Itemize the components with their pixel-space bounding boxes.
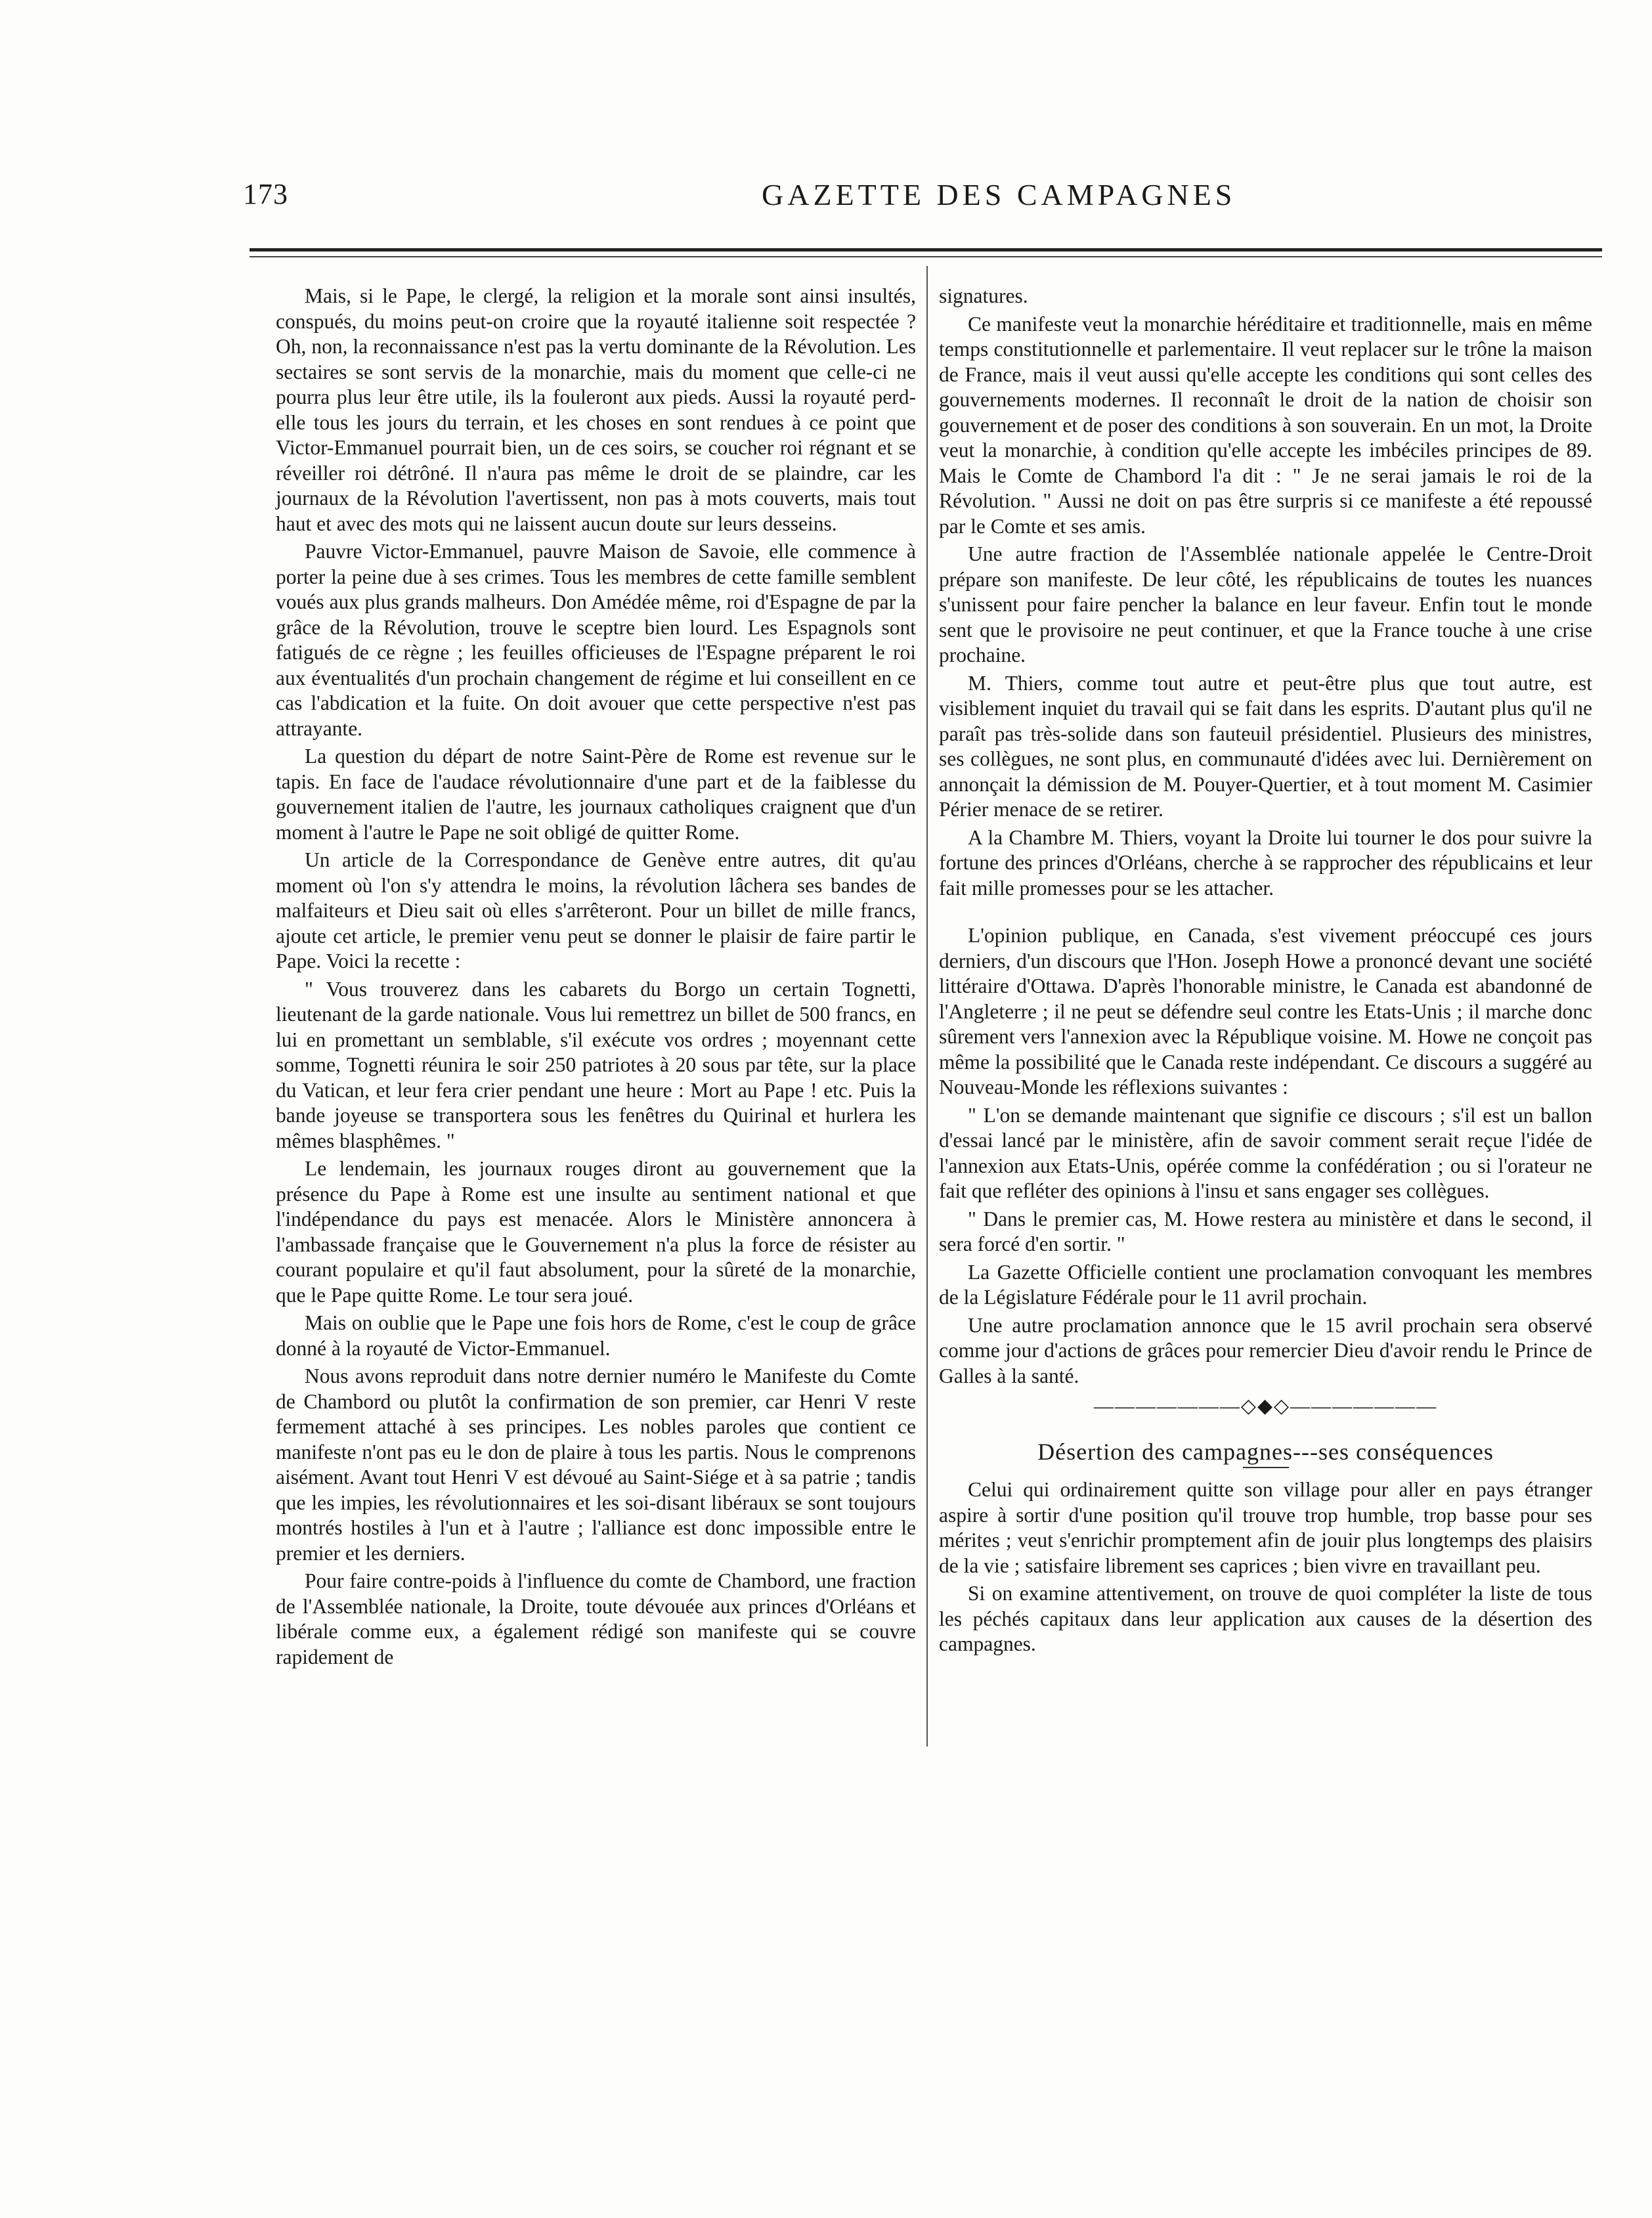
paragraph: La question du départ de notre Saint-Père de Rome est revenue sur le tapis. En face de l'audace révolutionnaire d'une part et de la faiblesse du gouvernement italien de l'autre, les journaux catholiques craignent que d'un moment à l'autre le Pape ne soit obligé de quitter Rome. (276, 745, 916, 844)
header-rule-thick (250, 248, 1602, 251)
right-column (939, 284, 1592, 1660)
left-column (276, 284, 916, 1672)
paragraph: Une autre proclamation annonce que le 15 avril prochain sera observé comme jour d'actions de grâces pour remercier Dieu d'avoir rendu le Prince de Galles à la santé. (939, 1313, 1592, 1387)
paragraph: Un article de la Correspondance de Genève entre autres, dit qu'au moment où l'on s'y attendra le moins, la révolution lâchera ses bandes de malfaiteurs et Dieu sait où elles s'arrêteront. Pour un billet de mille francs, ajoute cet article, le premier venu peut se donner le plaisir de faire partir le Pape. Voici la recette : (276, 848, 916, 972)
section-title: Désertion des campagnes---ses conséquences (1037, 1438, 1494, 1465)
paragraph: Mais, si le Pape, le clergé, la religion et la morale sont ainsi insultés, conspués, du moins peut-on croire que la royauté italienne soit respectée ? Oh, non, la reconnaissance n'est pas la vertu dominante de la Révolution. Les sectaires se sont servis de la monarchie, mais du moment que celle-ci ne pourra plus leur être utile, ils la fouleront aux pieds. Aussi la royauté perd-elle tous les jours du terrain, et les choses en sont rendues à ce point que Victor-Emmanuel pourrait bien, un de ces soirs, se coucher roi régnant et se réveiller roi détrôné. Il n'aura pas même le droit de se plaindre, car les journaux de la Révolution l'avertissent, non pas à mots couverts, mais tout haut et avec des mots qui ne laissent aucun doute sur leurs desseins. (276, 284, 916, 535)
quoted-paragraph: " Dans le premier cas, M. Howe restera au ministère et dans le second, il sera forcé d'en sortir. " (939, 1207, 1592, 1255)
quoted-paragraph: " Vous trouverez dans les cabarets du Borgo un certain Tognetti, lieutenant de la garde nationale. Vous lui remettrez un billet de 500 francs, en lui en promettant un semblable, s'il exécute vos ordres ; moyennant cette somme, Tognetti réunira le soir 250 patriotes à 20 sous par tête, sur la place du Vatican, et leur fera crier pendant une heure : Mort au Pape ! etc. Puis la bande joyeuse se transportera sous les fenêtres du Quirinal et hurlera les mêmes blasphêmes. " (276, 977, 916, 1152)
paragraph: A la Chambre M. Thiers, voyant la Droite lui tourner le dos pour suivre la fortune des princes d'Orléans, cherche à se rapprocher des républicains et leur fait mille promesses pour se les attacher. (939, 825, 1592, 900)
column-divider (926, 266, 928, 1747)
paragraph: Ce manifeste veut la monarchie héréditaire et traditionnelle, mais en même temps constitutionnelle et parlementaire. Il veut replacer sur le trône la maison de France, mais il veut aussi qu'elle accepte les conditions qui sont celles des gouvernements modernes. Il reconnaît le droit de la nation de choisir son gouvernement et de poser des conditions à son souverain. En un mot, la Droite veut la monarchie, à condition qu'elle accepte les imbéciles principes de 89. Mais le Comte de Chambord l'a dit : " Je ne serai jamais le roi de la Révolution. " Aussi ne doit on pas être surpris si ce manifeste a été repoussé par le Comte et ses amis. (939, 312, 1592, 538)
section-underline (1243, 1467, 1289, 1468)
paragraph: Pour faire contre-poids à l'influence du comte de Chambord, une fraction de l'Assemblée nationale, la Droite, toute dévouée aux princes d'Orléans et libérale comme eux, a également rédigé son manifeste qui se couvre rapidement de (276, 1569, 916, 1668)
paragraph: signatures. (939, 284, 1028, 307)
paragraph: M. Thiers, comme tout autre et peut-être plus que tout autre, est visiblement inquiet du travail qui se fait dans les esprits. D'autant plus qu'il ne paraît pas très-solide dans son fauteuil présidentiel. Plusieurs des ministres, ses collègues, ne sont plus, en communauté d'idées avec lui. Dernièrement on annonçait la démission de M. Pouyer-Quertier, et à tout moment M. Casimier Périer menace de se retirer. (939, 671, 1592, 821)
header-rule-thin (250, 256, 1602, 257)
paragraph: Une autre fraction de l'Assemblée nationale appelée le Centre-Droit prépare son manifeste. De leur côté, les républicains de toutes les nuances s'unissent pour faire pencher la balance en leur faveur. Enfin tout le monde sent que le provisoire ne peut continuer, et que la France touche à une crise prochaine. (939, 542, 1592, 666)
paragraph: Mais on oublie que le Pape une fois hors de Rome, c'est le coup de grâce donné à la royauté de Victor-Emmanuel. (276, 1311, 916, 1360)
ornament-divider: ———————◇◆◇——————— (1093, 1395, 1438, 1417)
page-number: 173 (243, 178, 288, 210)
paragraph: Pauvre Victor-Emmanuel, pauvre Maison de Savoie, elle commence à porter la peine due à ses crimes. Tous les membres de cette famille semblent voués aux plus grands malheurs. Don Amédée même, roi d'Espagne de par la grâce de la Révolution, trouve le sceptre bien lourd. Les Espagnols sont fatigués de ce règne ; les feuilles officieuses de l'Espagne préparent le roi aux éventualités d'un prochain changement de régime et lui conseillent en ce cas l'abdication et la fuite. On doit avouer que cette perspective n'est pas attrayante. (276, 540, 916, 740)
running-title: GAZETTE DES CAMPAGNES (762, 178, 1236, 211)
paragraph: L'opinion publique, en Canada, s'est vivement préoccupé ces jours derniers, d'un discours que l'Hon. Joseph Howe a prononcé devant une société littéraire d'Ottawa. D'après l'honorable ministre, le Canada est abandonné de l'Angleterre ; il ne peut se défendre seul contre les Etats-Unis ; il marche donc sûrement vers l'annexion avec la République voisine. M. Howe ne conçoit pas même la possibilité que le Canada reste indépendant. Ce discours a suggéré au Nouveau-Monde les réflexions suivantes : (939, 924, 1592, 1098)
paragraph: Si on examine attentivement, on trouve de quoi compléter la liste de tous les péchés capitaux dans leur application aux causes de la désertion des campagnes. (939, 1582, 1592, 1655)
paragraph: Le lendemain, les journaux rouges diront au gouvernement que la présence du Pape à Rome est une insulte au sentiment national et que l'indépendance du pays est menacée. Alors le Ministère annoncera à l'ambassade française que le Gouvernement n'a plus la force de résister au courant populaire et qu'il faut absolument, pour la sûreté de la monarchie, que le Pape quitte Rome. Le tour sera joué. (276, 1157, 916, 1307)
quoted-paragraph: " L'on se demande maintenant que signifie ce discours ; s'il est un ballon d'essai lancé par le ministère, afin de savoir comment serait reçue l'idée de l'annexion aux Etats-Unis, opérée comme la confédération ; ou si l'orateur ne fait que refléter des opinions à l'insu et sans engager ses collègues. (939, 1103, 1592, 1202)
page-header (0, 177, 1652, 223)
paragraph: La Gazette Officielle contient une proclamation convoquant les membres de la Législature Fédérale pour le 11 avril prochain. (939, 1260, 1592, 1309)
paragraph: Nous avons reproduit dans notre dernier numéro le Manifeste du Comte de Chambord ou plutôt la confirmation de son premier, car Henri V reste fermement attaché à ses principes. Les nobles paroles que contient ce manifeste n'ont pas eu le don de plaire à tous les partis. Nous le comprenons aisément. Avant tout Henri V est dévoué au Saint-Siége et à sa patrie ; tandis que les impies, les révolutionnaires et les soi-disant libéraux se sont toujours montrés hostiles à l'un et à l'autre ; l'alliance est donc impossible entre le premier et les derniers. (276, 1364, 916, 1565)
paragraph: Celui qui ordinairement quitte son village pour aller en pays étranger aspire à sortir d'une position qu'il trouve trop humble, trop basse pour ses mérites ; veut s'enrichir promptement afin de jouir plus longtemps des plaisirs de la vie ; satisfaire librement ses caprices ; bien vivre en travaillant peu. (939, 1478, 1592, 1577)
